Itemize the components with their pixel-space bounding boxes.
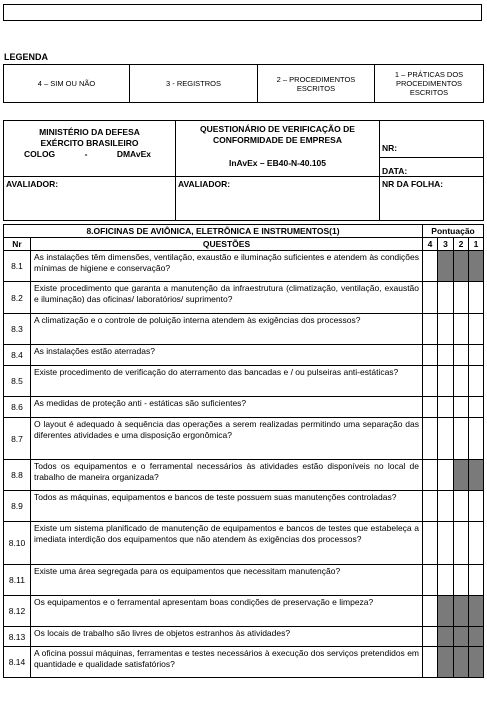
table-row bbox=[4, 366, 484, 397]
evaluator1-field[interactable]: AVALIADOR: bbox=[4, 177, 176, 221]
question-text: Existe procedimento que garanta a manutenção da infraestrutura (climatização, ventilação, exaustão e iluminação) das oficinas/ laboratórios/ suprimento? bbox=[31, 282, 423, 314]
score-cell-1[interactable] bbox=[469, 314, 484, 345]
score-cell-4[interactable] bbox=[423, 366, 438, 397]
top-empty-box bbox=[3, 4, 482, 21]
score-cell-3[interactable] bbox=[438, 460, 454, 491]
question-text: Existe procedimento de verificação do aterramento das bancadas e / ou pulseiras anti-estáticas? bbox=[31, 366, 423, 397]
question-text: Existe um sistema planificado de manutenção de equipamentos e bancos de testes que estabeleça a imediata interdição dos equipamentos que não atendem às exigências dos processos? bbox=[31, 522, 423, 565]
score-cell-1[interactable] bbox=[469, 282, 484, 314]
questionnaire-block bbox=[176, 121, 380, 177]
legend-item-3: 3 - REGISTROS bbox=[130, 65, 258, 103]
table-row bbox=[4, 251, 484, 282]
ministry-line2: EXÉRCITO BRASILEIRO bbox=[40, 138, 139, 148]
score-cell-4[interactable] bbox=[423, 460, 438, 491]
score-col-1: 1 bbox=[469, 238, 484, 251]
legend-item-2: 2 – PROCEDIMENTOS ESCRITOS bbox=[258, 65, 375, 103]
row-number: 8.2 bbox=[4, 282, 31, 314]
score-cell-1[interactable] bbox=[469, 366, 484, 397]
score-cell-3[interactable] bbox=[438, 345, 454, 366]
score-cell-2[interactable] bbox=[454, 491, 469, 522]
score-cell-2[interactable] bbox=[454, 345, 469, 366]
header-table bbox=[3, 120, 484, 221]
score-cell-4[interactable] bbox=[423, 647, 438, 678]
question-text: A oficina possui máquinas, ferramentas e testes necessários à execução dos serviços pretendidos em quantidade e qualidade satisfatórios? bbox=[31, 647, 423, 678]
score-cell-1 bbox=[469, 647, 484, 678]
colog-line bbox=[4, 149, 175, 160]
score-cell-1[interactable] bbox=[469, 565, 484, 596]
table-row bbox=[4, 418, 484, 460]
score-cell-3[interactable] bbox=[438, 491, 454, 522]
sheet-nr-field[interactable]: NR DA FOLHA: bbox=[380, 177, 484, 221]
question-text: Existe uma área segregada para os equipamentos que necessitam manutenção? bbox=[31, 565, 423, 596]
score-cell-2 bbox=[454, 460, 469, 491]
row-number: 8.14 bbox=[4, 647, 31, 678]
score-cell-4[interactable] bbox=[423, 565, 438, 596]
colog-label: COLOG bbox=[24, 149, 56, 159]
date-field[interactable]: DATA: bbox=[380, 158, 484, 177]
score-cell-4[interactable] bbox=[423, 596, 438, 627]
score-cell-2[interactable] bbox=[454, 418, 469, 460]
score-cell-2[interactable] bbox=[454, 565, 469, 596]
score-cell-1[interactable] bbox=[469, 491, 484, 522]
dmavex-label: DMAvEx bbox=[116, 149, 151, 159]
score-cell-3[interactable] bbox=[438, 282, 454, 314]
score-cell-3[interactable] bbox=[438, 314, 454, 345]
row-number: 8.5 bbox=[4, 366, 31, 397]
row-number: 8.9 bbox=[4, 491, 31, 522]
question-text: Todos os equipamentos e o ferramental necessários às atividades estão disponíveis no local de trabalho de maneira organizada? bbox=[31, 460, 423, 491]
row-number: 8.4 bbox=[4, 345, 31, 366]
question-text: O layout é adequado à sequência das operações a serem realizadas permitindo uma separação das diferentes atividades e uma disposição ergonômica? bbox=[31, 418, 423, 460]
ministry-line1: MINISTÉRIO DA DEFESA bbox=[39, 127, 140, 137]
table-row bbox=[4, 282, 484, 314]
score-cell-4[interactable] bbox=[423, 522, 438, 565]
nr-field[interactable]: NR: bbox=[380, 140, 484, 158]
table-row bbox=[4, 647, 484, 678]
row-number: 8.3 bbox=[4, 314, 31, 345]
table-row bbox=[4, 522, 484, 565]
questions-table bbox=[3, 224, 484, 678]
score-cell-3[interactable] bbox=[438, 418, 454, 460]
section-title: 8.OFICINAS DE AVIÔNICA, ELETRÔNICA E INSTRUMENTOS(1) bbox=[4, 225, 423, 238]
col-nr-header: Nr bbox=[4, 238, 31, 251]
score-cell-1[interactable] bbox=[469, 397, 484, 418]
score-cell-1[interactable] bbox=[469, 522, 484, 565]
row-number: 8.13 bbox=[4, 627, 31, 647]
legend-table bbox=[3, 64, 484, 103]
row-number: 8.1 bbox=[4, 251, 31, 282]
question-text: Todos as máquinas, equipamentos e bancos de teste possuem suas manutenções controladas? bbox=[31, 491, 423, 522]
table-row bbox=[4, 565, 484, 596]
table-row bbox=[4, 345, 484, 366]
score-cell-3[interactable] bbox=[438, 397, 454, 418]
score-cell-2 bbox=[454, 627, 469, 647]
row-number: 8.10 bbox=[4, 522, 31, 565]
score-cell-3[interactable] bbox=[438, 565, 454, 596]
score-cell-4[interactable] bbox=[423, 314, 438, 345]
score-cell-2 bbox=[454, 251, 469, 282]
legend-title: LEGENDA bbox=[4, 52, 49, 62]
score-cell-4[interactable] bbox=[423, 627, 438, 647]
table-row bbox=[4, 460, 484, 491]
row-number: 8.11 bbox=[4, 565, 31, 596]
score-cell-3 bbox=[438, 627, 454, 647]
score-cell-3 bbox=[438, 647, 454, 678]
score-cell-2[interactable] bbox=[454, 522, 469, 565]
score-cell-3[interactable] bbox=[438, 366, 454, 397]
score-cell-1 bbox=[469, 251, 484, 282]
question-text: As medidas de proteção anti - estáticas são suficientes? bbox=[31, 397, 423, 418]
score-cell-2[interactable] bbox=[454, 366, 469, 397]
colog-dash: - bbox=[84, 149, 88, 159]
question-text: As instalações estão aterradas? bbox=[31, 345, 423, 366]
score-cell-2[interactable] bbox=[454, 314, 469, 345]
table-row bbox=[4, 596, 484, 627]
score-col-3: 3 bbox=[438, 238, 454, 251]
score-cell-4[interactable] bbox=[423, 491, 438, 522]
score-cell-4[interactable] bbox=[423, 282, 438, 314]
score-cell-4[interactable] bbox=[423, 397, 438, 418]
score-cell-2[interactable] bbox=[454, 397, 469, 418]
table-row bbox=[4, 627, 484, 647]
score-cell-1 bbox=[469, 627, 484, 647]
score-cell-4[interactable] bbox=[423, 418, 438, 460]
question-text: A climatização e o controle de poluição interna atendem às exigências dos processos? bbox=[31, 314, 423, 345]
score-cell-1[interactable] bbox=[469, 418, 484, 460]
evaluator2-field[interactable]: AVALIADOR: bbox=[176, 177, 380, 221]
question-text: Os equipamentos e o ferramental apresentam boas condições de preservação e limpeza? bbox=[31, 596, 423, 627]
score-cell-2 bbox=[454, 596, 469, 627]
score-cell-2[interactable] bbox=[454, 282, 469, 314]
score-label: Pontuação bbox=[423, 225, 484, 238]
score-cell-1 bbox=[469, 460, 484, 491]
row-number: 8.12 bbox=[4, 596, 31, 627]
table-row bbox=[4, 491, 484, 522]
score-cell-1[interactable] bbox=[469, 345, 484, 366]
score-cell-4[interactable] bbox=[423, 345, 438, 366]
score-cell-2 bbox=[454, 647, 469, 678]
row-number: 8.7 bbox=[4, 418, 31, 460]
norm-code: InAvEx – EB40-N-40.105 bbox=[228, 158, 326, 168]
question-text: Os locais de trabalho são livres de objetos estranhos às atividades? bbox=[31, 627, 423, 647]
questionnaire-title: QUESTIONÁRIO DE VERIFICAÇÃO DE CONFORMIDADE DE EMPRESA bbox=[200, 124, 355, 145]
score-cell-4[interactable] bbox=[423, 251, 438, 282]
score-col-2: 2 bbox=[454, 238, 469, 251]
score-cell-1 bbox=[469, 596, 484, 627]
table-row bbox=[4, 397, 484, 418]
score-col-4: 4 bbox=[423, 238, 438, 251]
score-cell-3[interactable] bbox=[438, 522, 454, 565]
question-text: As instalações têm dimensões, ventilação, exaustão e iluminação suficientes e atendem às condições mínimas de higiene e conservação? bbox=[31, 251, 423, 282]
table-row bbox=[4, 314, 484, 345]
col-questions-header: QUESTÕES bbox=[31, 238, 423, 251]
legend-item-4: 4 – SIM OU NÃO bbox=[4, 65, 130, 103]
legend-item-1: 1 – PRÁTICAS DOS PROCEDIMENTOS ESCRITOS bbox=[375, 65, 484, 103]
score-cell-3 bbox=[438, 596, 454, 627]
row-number: 8.6 bbox=[4, 397, 31, 418]
row-number: 8.8 bbox=[4, 460, 31, 491]
score-cell-3 bbox=[438, 251, 454, 282]
ministry-block bbox=[4, 121, 176, 177]
